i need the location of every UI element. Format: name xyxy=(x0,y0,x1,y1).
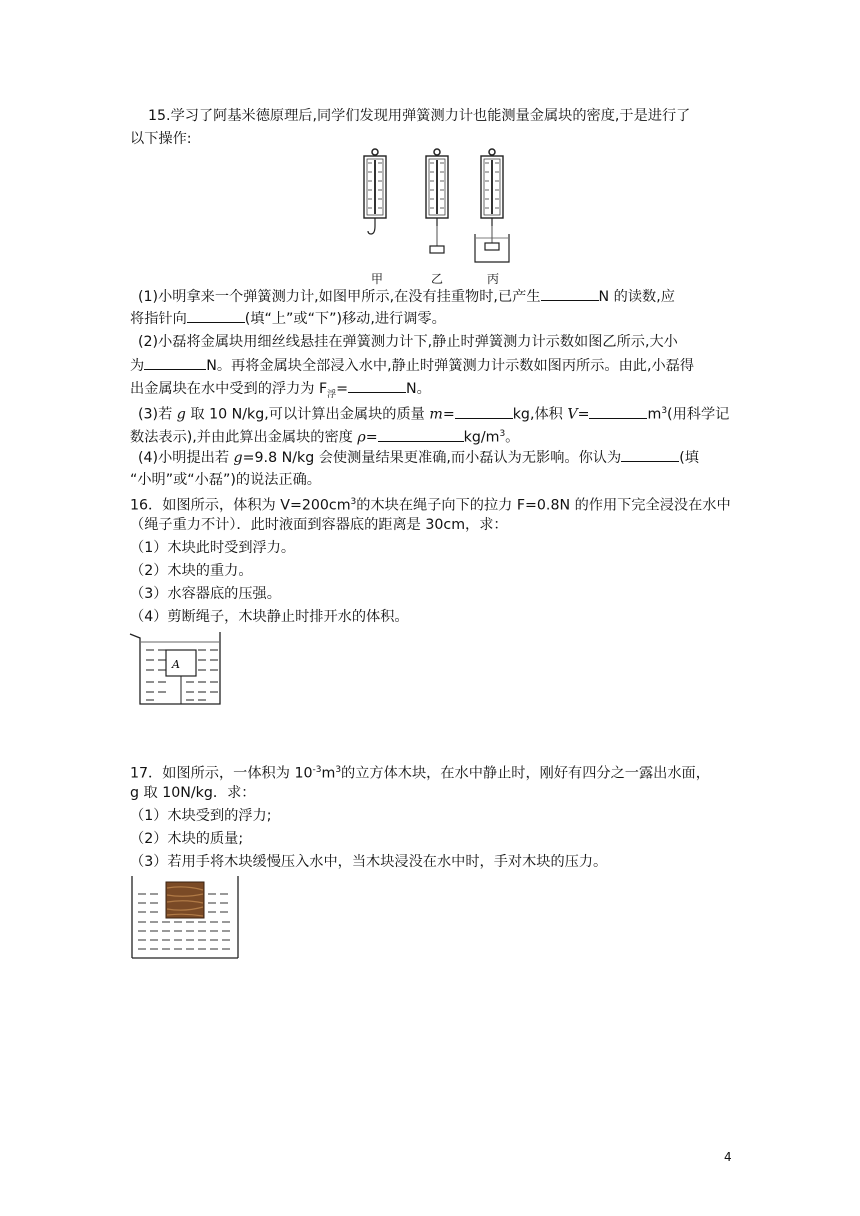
q16-item-2: （2）木块的重力。 xyxy=(130,563,253,579)
q16-item-3: （3）水容器底的压强。 xyxy=(130,586,281,602)
q17-item-1: （1）木块受到的浮力; xyxy=(130,808,272,824)
fig-label-bing: 丙 xyxy=(487,272,500,286)
spring-scale-figure xyxy=(355,148,515,268)
q17-line2: g 取 10N/kg．求： xyxy=(130,785,256,801)
q15-part2-line1: (2)小磊将金属块用细丝线悬挂在弹簧测力计下,静止时弹簧测力计示数如图乙所示,大小 xyxy=(138,334,678,350)
page-number: 4 xyxy=(724,1150,732,1164)
q15-part2-line2: 为 N。再将金属块全部浸入水中,静止时弹簧测力计示数如图丙所示。由此,小磊得 xyxy=(130,355,694,376)
q16-item-4: （4）剪断绳子，木块静止时排开水的体积。 xyxy=(130,609,409,625)
q15-part3-line1: (3)若 g 取 10 N/kg,可以计算出金属块的质量 m= kg,体积 $V= m^3$(用科学记 xyxy=(138,401,729,425)
q16-line1: 16．如图所示，体积为 $V=200cm^3$的木块在绳子向下的拉力 F=0.8N 的作用下完全浸没在水中 xyxy=(130,497,731,514)
q15-part4-line1: (4)小明提出若 g=9.8 N/kg 会使测量结果更准确,而小磊认为无影响。你认为 (填 xyxy=(138,447,699,468)
fig-label-yi: 乙 xyxy=(431,272,444,286)
fig-label-jia: 甲 xyxy=(371,272,384,286)
q15-part1-line2: 将指针向 (填“上”或“下”)移动,进行调零。 xyxy=(130,308,446,329)
q17-item-2: （2）木块的质量; xyxy=(130,831,244,847)
block-label-a: A xyxy=(172,658,180,671)
q15-part2-line3: 出金属块在水中受到的浮力为 $F_浮= N$。 xyxy=(130,378,431,405)
q17-line1: 17．如图所示，一体积为 $10^{-3}m^3$的立方体木块，在水中静止时，刚好有四分之一露出水面， xyxy=(130,765,710,782)
q15-part3-line2: 数法表示),并由此算出金属块的密度 $\rho= kg/m^3$。 xyxy=(130,424,519,448)
q15-intro-line1: 15.学习了阿基米德原理后,同学们发现用弹簧测力计也能测量金属块的密度,于是进行了 xyxy=(148,108,691,124)
q16-item-1: （1）木块此时受到浮力。 xyxy=(130,540,296,556)
q16-line2: （绳子重力不计）．此时液面到容器底的距离是 30cm，求： xyxy=(130,517,508,533)
q15-part1-line1: (1)小明拿来一个弹簧测力计,如图甲所示,在没有挂重物时,已产生 N 的读数,应 xyxy=(138,286,675,307)
q16-container-figure xyxy=(128,628,228,708)
q17-container-figure xyxy=(130,874,242,960)
q15-intro-line2: 以下操作: xyxy=(130,131,192,147)
q17-item-3: （3）若用手将木块缓慢压入水中，当木块浸没在水中时，手对木块的压力。 xyxy=(130,854,608,870)
q15-part4-line2: “小明”或“小磊”)的说法正确。 xyxy=(130,472,321,488)
